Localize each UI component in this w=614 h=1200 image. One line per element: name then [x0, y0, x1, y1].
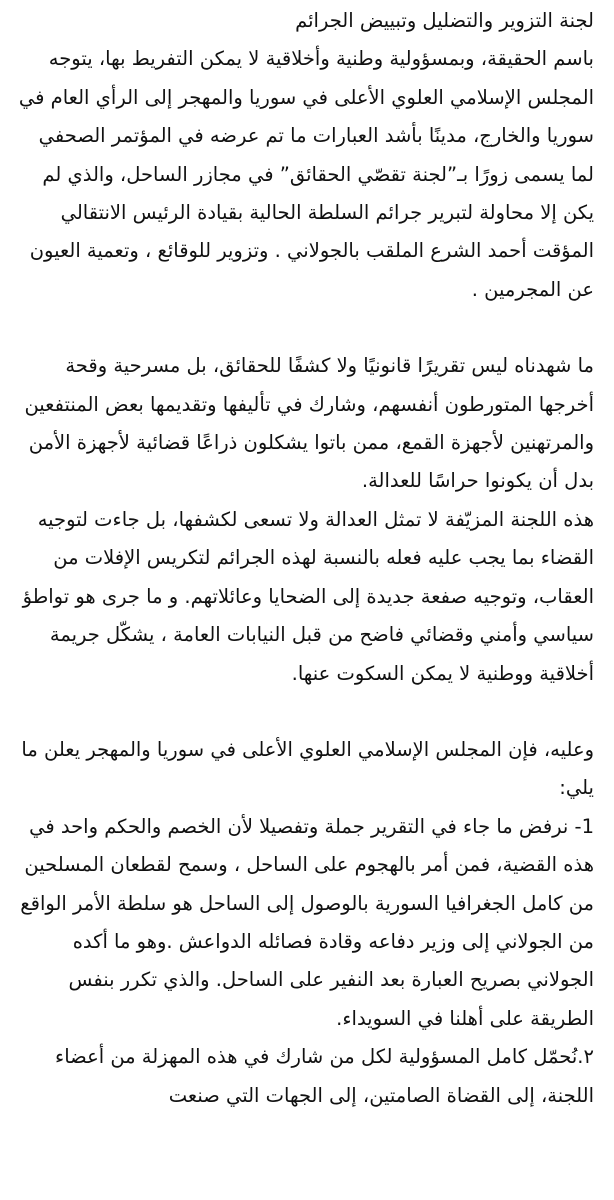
list-item-1: 1- نرفض ما جاء في التقرير جملة وتفصيلا لأن الخصم والحكم واحد في هذه القضية، فمن أمر بالهجوم على الساحل ، وسمح لقطعان المسلحين من كامل الجغرافيا السورية بالوصول إلى الساحل هو سلطة الأمر الواقع من الجولاني إلى وزير دفاعه وقادة فصائله الدواعش .وهو ما أكده الجولاني بصريح العبارة بعد النفير على الساحل. والذي تكرر بنفس الطريقة على أهلنا في السويداء.	[20, 814, 594, 1030]
paragraph-announcement: وعليه، فإن المجلس الإسلامي العلوي الأعلى في سوريا والمهجر يعلن ما يلي:	[21, 737, 594, 800]
document-heading: لجنة التزوير والتضليل وتبييض الجرائم	[295, 9, 594, 32]
paragraph-gap	[16, 309, 594, 347]
paragraph-fake-committee: هذه اللجنة المزيّفة لا تمثل العدالة ولا تسعى لكشفها، بل جاءت لتوجيه القضاء بما يجب عليه فعله بالنسبة لهذه الجرائم لتكريس الإفلات من العقاب، وتوجيه صفعة جديدة إلى الضحايا وعائلاتهم. و ما جرى هو تواطؤ سياسي وأمني وقضائي فاضح من قبل النيابات العامة ، يشكّل جريمة أخلاقية ووطنية لا يمكن السكوت عنها.	[22, 507, 594, 685]
list-item-2: ٢.نُحمّل كامل المسؤولية لكل من شارك في هذه المهزلة من أعضاء اللجنة، إلى القضاة الصامتين، إلى الجهات التي صنعت	[55, 1045, 594, 1107]
paragraph-not-legal-report: ما شهدناه ليس تقريرًا قانونيًا ولا كشفًا للحقائق، بل مسرحية وقحة أخرجها المتورطون أنفسهم، وشارك في تأليفها وتقديمها بعض المنتفعين والمرتهنين لأجهزة القمع، ممن باتوا يشكلون ذراعًا قضائية لأجهزة الأمن بدل أن يكونوا حراسًا للعدالة.	[24, 354, 594, 493]
paragraph-condemnation: باسم الحقيقة، وبمسؤولية وطنية وأخلاقية لا يمكن التفريط بها، يتوجه المجلس الإسلامي العلوي الأعلى في سوريا والمهجر إلى الرأي العام في سوريا والخارج، مدينًا بأشد العبارات ما تم عرضه في المؤتمر الصحفي لما يسمى زورًا بـ”لجنة تقصّي الحقائق” في مجازر الساحل، والذي لم يكن إلا محاولة لتبرير جرائم السلطة الحالية بقيادة الرئيس الانتقالي المؤقت أحمد الشرع الملقب بالجولاني . وتزوير للوقائع ، وتعمية العيون عن المجرمين .	[18, 47, 594, 301]
paragraph-gap	[16, 693, 594, 731]
